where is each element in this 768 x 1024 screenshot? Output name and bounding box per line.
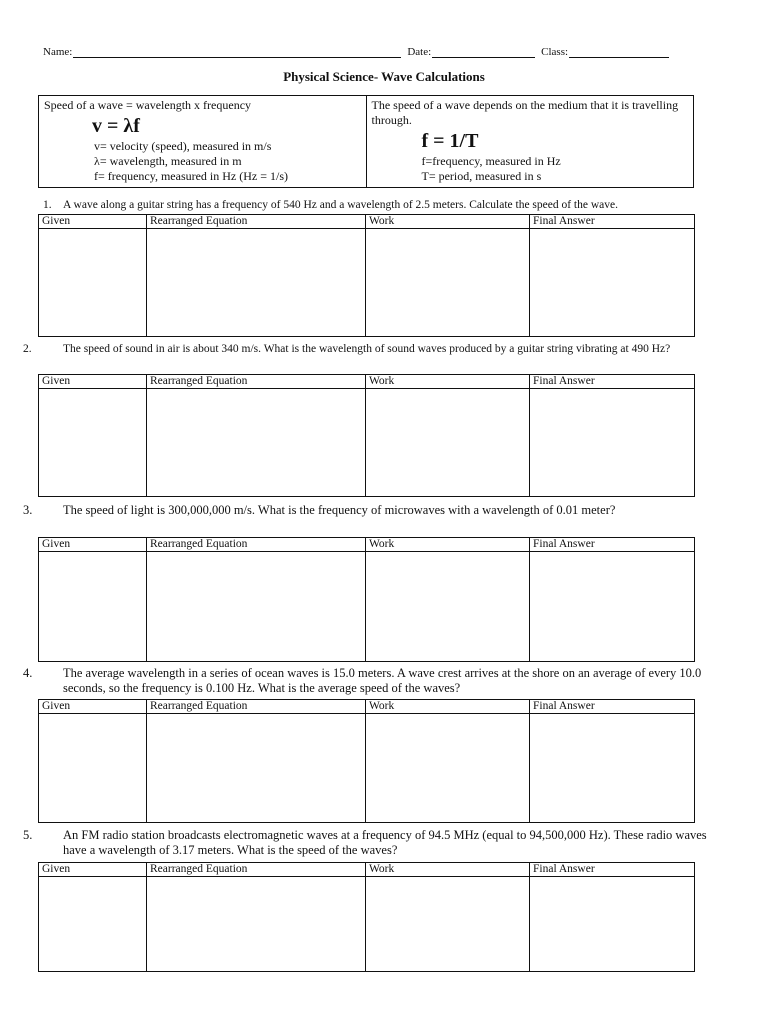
date-label: Date: bbox=[407, 46, 432, 58]
frequency-formula-panel bbox=[366, 96, 694, 187]
final-answer-cell[interactable] bbox=[530, 714, 695, 823]
class-label: Class: bbox=[541, 46, 569, 58]
question-text: The average wavelength in a series of ocean waves is 15.0 meters. A wave crest arrives at the shore on an average of every 10.0 seconds, so the frequency is 0.100 Hz. What is the average speed of the waves? bbox=[63, 666, 702, 695]
header-final-answer: Final Answer bbox=[530, 538, 695, 552]
header-given: Given bbox=[39, 538, 147, 552]
question-2 bbox=[23, 342, 723, 357]
question-number: 1. bbox=[43, 199, 52, 211]
wave-speed-intro: Speed of a wave = wavelength x frequency bbox=[44, 98, 252, 112]
work-cell[interactable] bbox=[366, 229, 530, 337]
formula-definition: f=frequency, measured in Hz bbox=[421, 154, 561, 168]
question-text: A wave along a guitar string has a frequency of 540 Hz and a wavelength of 2.5 meters. Calculate the speed of the wave. bbox=[63, 199, 618, 211]
given-cell[interactable] bbox=[39, 229, 147, 337]
final-answer-cell[interactable] bbox=[530, 229, 695, 337]
question-number: 4. bbox=[23, 666, 33, 680]
formula-reference-box bbox=[38, 95, 694, 188]
answer-table-4 bbox=[38, 699, 695, 823]
rearranged-equation-cell[interactable] bbox=[147, 389, 366, 497]
header-given: Given bbox=[39, 375, 147, 389]
header-work: Work bbox=[366, 215, 530, 229]
rearranged-equation-cell[interactable] bbox=[147, 714, 366, 823]
rearranged-equation-cell[interactable] bbox=[147, 552, 366, 662]
header-final-answer: Final Answer bbox=[530, 863, 695, 877]
header-rearranged-equation: Rearranged Equation bbox=[147, 700, 366, 714]
formula-definition: T= period, measured in s bbox=[421, 169, 542, 183]
question-1 bbox=[43, 198, 703, 213]
final-answer-cell[interactable] bbox=[530, 552, 695, 662]
name-label: Name: bbox=[43, 46, 73, 58]
question-number: 2. bbox=[23, 343, 32, 355]
header-work: Work bbox=[366, 700, 530, 714]
work-cell[interactable] bbox=[366, 877, 530, 972]
wave-speed-formula: v = λf bbox=[92, 115, 140, 137]
answer-table-3 bbox=[38, 537, 695, 662]
rearranged-equation-cell[interactable] bbox=[147, 877, 366, 972]
formula-definition: λ= wavelength, measured in m bbox=[94, 154, 242, 168]
header-rearranged-equation: Rearranged Equation bbox=[147, 538, 366, 552]
final-answer-cell[interactable] bbox=[530, 877, 695, 972]
header-final-answer: Final Answer bbox=[530, 215, 695, 229]
work-cell[interactable] bbox=[366, 389, 530, 497]
final-answer-cell[interactable] bbox=[530, 389, 695, 497]
class-field[interactable] bbox=[569, 46, 669, 58]
name-field[interactable] bbox=[73, 46, 401, 58]
header-given: Given bbox=[39, 215, 147, 229]
header-rearranged-equation: Rearranged Equation bbox=[147, 375, 366, 389]
header-work: Work bbox=[366, 863, 530, 877]
answer-table-2 bbox=[38, 374, 695, 497]
question-number: 3. bbox=[23, 503, 33, 517]
given-cell[interactable] bbox=[39, 877, 147, 972]
header-final-answer: Final Answer bbox=[530, 375, 695, 389]
frequency-formula: f = 1/T bbox=[421, 130, 479, 152]
work-cell[interactable] bbox=[366, 552, 530, 662]
header-work: Work bbox=[366, 375, 530, 389]
question-text: The speed of sound in air is about 340 m/s. What is the wavelength of sound waves produced by a guitar string vibrating at 490 Hz? bbox=[63, 343, 671, 355]
page-title: Physical Science- Wave Calculations bbox=[283, 69, 485, 84]
date-field[interactable] bbox=[432, 46, 535, 58]
formula-definition: v= velocity (speed), measured in m/s bbox=[94, 139, 272, 153]
question-text: An FM radio station broadcasts electromagnetic waves at a frequency of 94.5 MHz (equal to 94,500,000 Hz). These radio waves have a wavelength of 3.17 meters. What is the speed of the waves? bbox=[63, 828, 707, 857]
question-text: The speed of light is 300,000,000 m/s. What is the frequency of microwaves with a wavelength of 0.01 meter? bbox=[63, 503, 616, 517]
question-5 bbox=[23, 828, 723, 858]
rearranged-equation-cell[interactable] bbox=[147, 229, 366, 337]
given-cell[interactable] bbox=[39, 552, 147, 662]
student-info-line bbox=[43, 46, 683, 58]
header-work: Work bbox=[366, 538, 530, 552]
answer-table-5 bbox=[38, 862, 695, 972]
given-cell[interactable] bbox=[39, 714, 147, 823]
medium-note: The speed of a wave depends on the medium that it is travelling through. bbox=[371, 98, 679, 127]
question-number: 5. bbox=[23, 828, 33, 842]
question-3 bbox=[23, 503, 723, 518]
header-given: Given bbox=[39, 863, 147, 877]
formula-definition: f= frequency, measured in Hz (Hz = 1/s) bbox=[94, 169, 289, 183]
header-final-answer: Final Answer bbox=[530, 700, 695, 714]
answer-table-1 bbox=[38, 214, 695, 337]
given-cell[interactable] bbox=[39, 389, 147, 497]
header-given: Given bbox=[39, 700, 147, 714]
question-4 bbox=[23, 666, 723, 696]
header-rearranged-equation: Rearranged Equation bbox=[147, 863, 366, 877]
wave-speed-formula-panel bbox=[39, 96, 366, 187]
header-rearranged-equation: Rearranged Equation bbox=[147, 215, 366, 229]
work-cell[interactable] bbox=[366, 714, 530, 823]
